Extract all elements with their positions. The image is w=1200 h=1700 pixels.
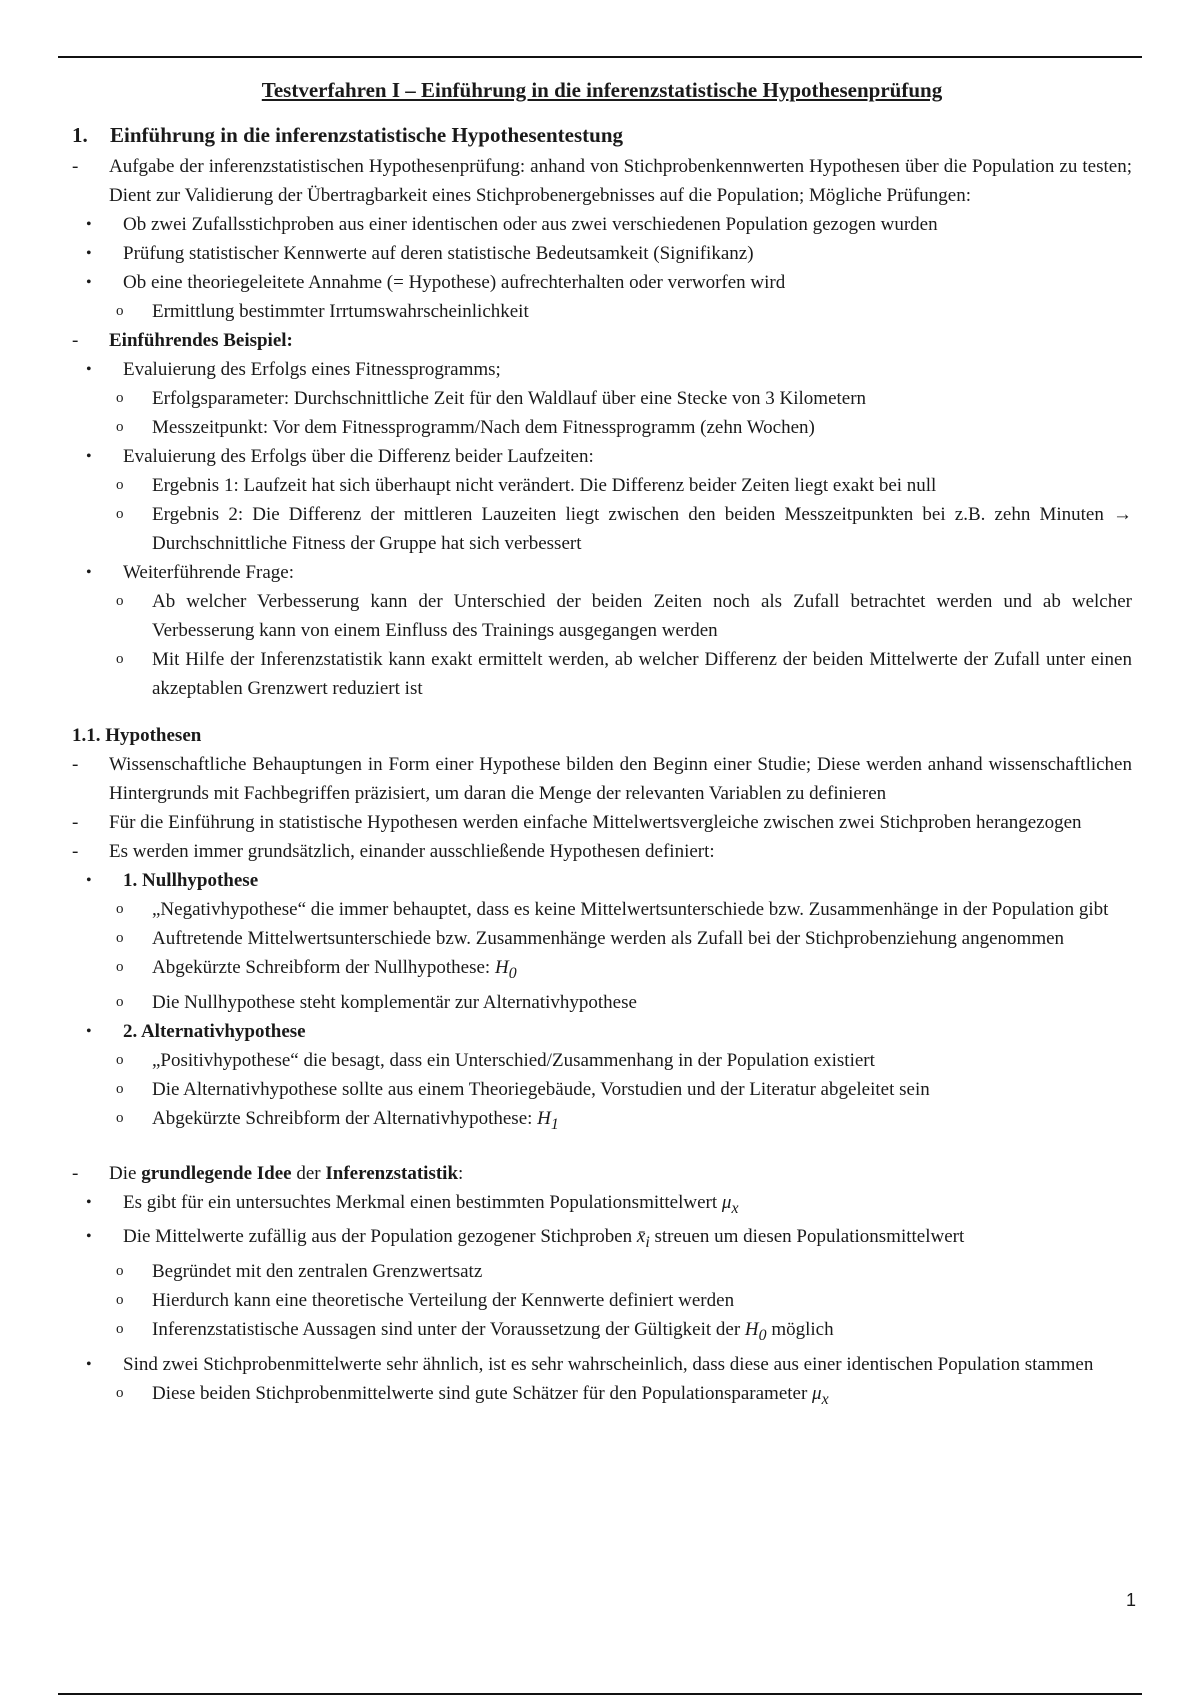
list-item: • Es gibt für ein untersuchtes Merkmal einen bestimmten Populationsmittelwert $\mu_x$ [86,1191,739,1217]
page-number: 1 [1125,1590,1136,1610]
sub-list-item: o Ab welcher Verbesserung kann der Unterschied der beiden Zeiten noch als Zufall betrachtet werden und ab welcher Verbesserung kann von einem Einfluss des Trainings ausgegangen werden [116,591,1132,641]
list-item: • Ob zwei Zufallsstichproben aus einer identischen oder aus zwei verschiedenen Population gezogen wurden [86,214,938,235]
bottom-rule [58,1693,1142,1695]
sub-list-item: o Diese beiden Stichprobenmittelwerte sind gute Schätzer für den Populationsparameter $\mu_x$ [116,1382,829,1408]
sub-list-item: o „Negativhypothese“ die immer behauptet, dass es keine Mittelwertsunterschiede bzw. Zusammenhänge in der Population gibt [116,899,1109,920]
list-item: • Prüfung statistischer Kennwerte auf deren statistische Bedeutsamkeit (Signifikanz) [86,243,754,264]
paragraph: - Aufgabe der inferenzstatistischen Hypothesenprüfung: anhand von Stichprobenkennwerten Hypothesen über die Population zu testen; Dient zur Validierung der Übertragbarkeit eines Stichprobenergebnisses auf die Population; Mögliche Prüfungen: [72,156,1132,206]
sub-list-item: o Erfolgsparameter: Durchschnittliche Zeit für den Waldlauf über eine Stecke von 3 Kilometern [116,388,867,409]
sub-list-item: o Hierdurch kann eine theoretische Verteilung der Kennwerte definiert werden [116,1290,735,1312]
paragraph: - Wissenschaftliche Behauptungen in Form einer Hypothese bilden den Beginn einer Studie; Diese werden anhand wissenschaftlichen Hintergrunds mit Fachbegriffen präzisiert, um daran die Menge der relevanten Variablen zu definieren [72,754,1132,804]
sub-list-item: o Die Alternativhypothese sollte aus einem Theoriegebäude, Vorstudien und der Literatur abgeleitet sein [116,1078,930,1100]
list-item: • Evaluierung des Erfolgs über die Differenz beider Laufzeiten: [86,446,594,467]
document-title: Testverfahren I – Einführung in die inferenzstatistische Hypothesenprüfung [261,78,943,102]
sub-list-item: o Begründet mit den zentralen Grenzwertsatz [116,1261,483,1283]
sub-list-item: o Messzeitpunkt: Vor dem Fitnessprogramm/Nach dem Fitnessprogramm (zehn Wochen) [116,417,815,438]
mu-symbol: $\mu_x$ [721,1191,739,1217]
sub-list-item: o „Positivhypothese“ die besagt, dass ein Unterschied/Zusammenhang in der Population existiert [116,1049,875,1071]
example-heading: - Einführendes Beispiel: [72,330,293,351]
h0-symbol: $H_0$ [494,957,517,982]
sub-list-item: o Ergebnis 1: Laufzeit hat sich überhaupt nicht verändert. Die Differenz beider Zeiten liegt exakt bei null [116,475,937,496]
nullhypothese-label: • 1. Nullhypothese [86,870,259,891]
list-item: • Evaluierung des Erfolgs eines Fitnessprogramms; [86,359,501,380]
section-1-heading: 1. Einführung in die inferenzstatistische Hypothesentestung [72,123,623,147]
h1-symbol: $H_1$ [537,1107,559,1133]
sub-list-item: o Inferenzstatistische Aussagen sind unter der Voraussetzung der Gültigkeit der $H_0$ möglich [116,1319,834,1344]
list-item: • Ob eine theoriegeleitete Annahme (= Hypothese) aufrechterhalten oder verworfen wird [86,272,786,293]
document-page [72,76,1132,1414]
list-item: • Sind zwei Stichprobenmittelwerte sehr ähnlich, ist es sehr wahrscheinlich, dass diese aus einer identischen Population stammen [86,1353,1094,1375]
sub-list-item: o Mit Hilfe der Inferenzstatistik kann exakt ermittelt werden, ab welcher Differenz der beiden Mittelwerte der Zufall unter einen akzeptablen Grenzwert reduziert ist [116,649,1132,699]
list-item: • Die Mittelwerte zufällig aus der Population gezogener Stichproben $x̄_i$ streuen um diesen Populationsmittelwert [86,1226,965,1252]
sub-list-item: o Abgekürzte Schreibform der Alternativhypothese: $H_1$ [116,1107,559,1133]
sub-list-item: o Auftretende Mittelwertsunterschiede bzw. Zusammenhänge werden als Zufall bei der Stichprobenziehung angenommen [116,928,1065,949]
xbar-symbol: $x̄_i$ [636,1226,650,1252]
idea-paragraph: - Die grundlegende Idee der Inferenzstatistik: [72,1162,464,1184]
h0-symbol: $H_0$ [744,1319,767,1344]
paragraph: - Es werden immer grundsätzlich, einander ausschließende Hypothesen definiert: [72,841,715,862]
sub-list-item: o Die Nullhypothese steht komplementär zur Alternativhypothese [116,991,637,1013]
section-1-1-heading: 1.1. Hypothesen [72,725,202,746]
top-rule [58,56,1142,58]
sub-list-item: o Ergebnis 2: Die Differenz der mittleren Lauzeiten liegt zwischen den beiden Messzeitpunkten bei z.B. zehn Minuten → Durchschnittliche Fitness der Gruppe hat sich verbessert [116,504,1132,554]
sub-list-item: o Ermittlung bestimmter Irrtumswahrscheinlichkeit [116,301,529,322]
alternativhypothese-label: • 2. Alternativhypothese [86,1020,306,1042]
paragraph: - Für die Einführung in statistische Hypothesen werden einfache Mittelwertsvergleiche zwischen zwei Stichproben herangezogen [72,812,1082,833]
sub-list-item: o Abgekürzte Schreibform der Nullhypothese: $H_0$ [116,957,517,982]
list-item: • Weiterführende Frage: [86,562,294,583]
mu-symbol: $\mu_x$ [812,1382,829,1408]
